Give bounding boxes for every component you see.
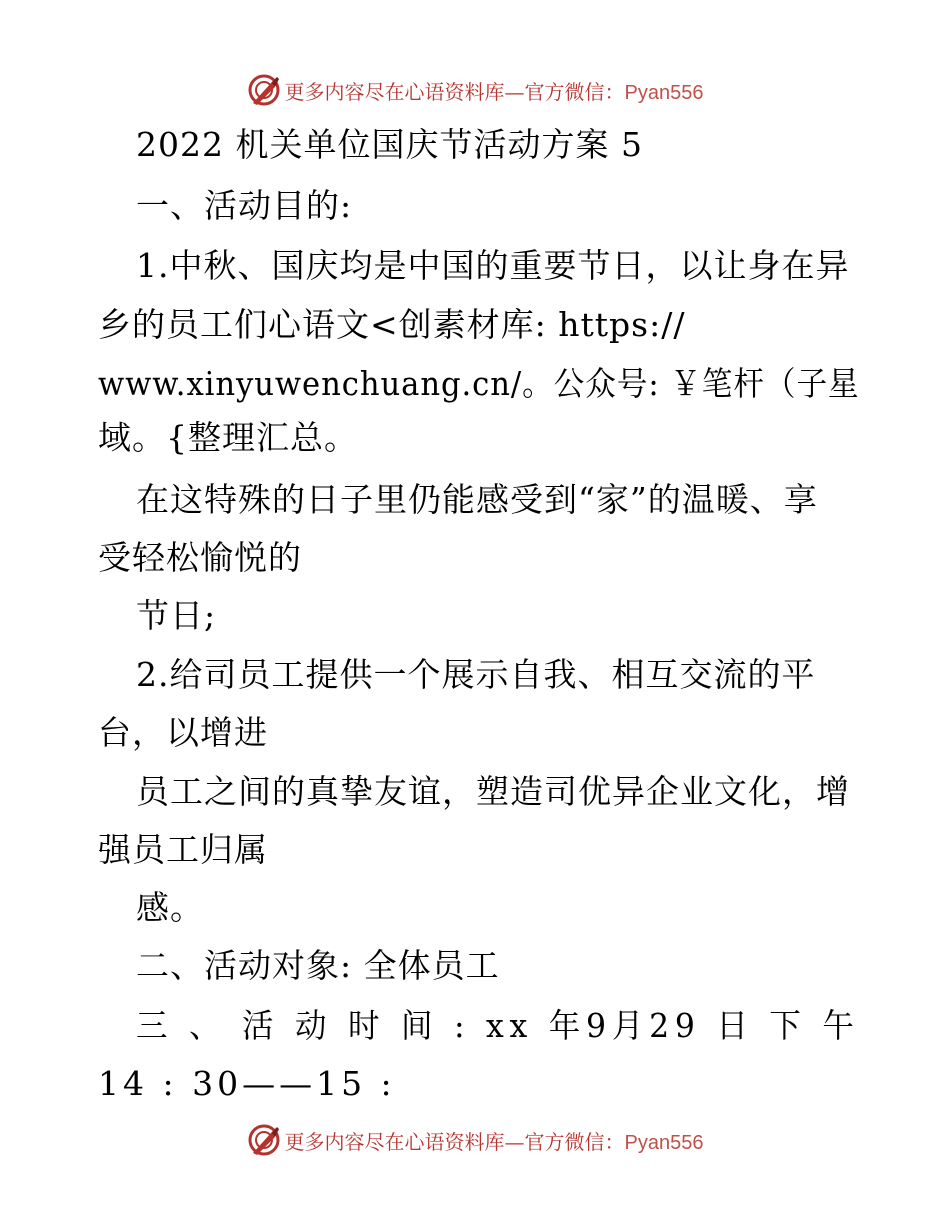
pen-circle-logo-icon [247,1123,281,1157]
watermark-label: 官方微信： [524,1129,625,1154]
paragraph-line: 台，以增进 [98,713,268,752]
watermark-wechat-id: Pyan556 [624,81,704,104]
paragraph-line: 2.给司员工提供一个展示自我、相互交流的平 [136,655,816,694]
paragraph-line: 在这特殊的日子里仍能感受到“家”的温暖、享 [136,480,818,519]
paragraph-line: 乡的员工们心语文<创素材库: https:// [98,305,686,344]
watermark-text [285,76,704,105]
document-title: 2022 机关单位国庆节活动方案 5 [136,125,643,164]
paragraph-line: www.xinyuwenchuang.cn/。公众号: ￥笔杆（子星 [98,364,860,403]
paragraph-line: 感。 [136,888,204,927]
paragraph-line: 1.中秋、国庆均是中国的重要节日，以让身在异 [136,246,850,285]
header-watermark [0,70,950,110]
section-heading-purpose: 一、活动目的: [136,186,353,225]
watermark-text [285,1126,704,1155]
watermark-main-text: 更多内容尽在心语资料库 [284,1129,505,1154]
watermark-wechat-id: Pyan556 [624,1131,704,1154]
paragraph-line: 域。{整理汇总。 [98,418,358,457]
watermark-dash: — [504,79,525,104]
watermark-label: 官方微信： [524,79,625,104]
paragraph-line: 受轻松愉悦的 [98,538,302,577]
paragraph-line: 14 : 30——15 : [98,1064,396,1103]
pen-circle-logo-icon [247,73,281,107]
footer-watermark [0,1120,950,1160]
section-heading-audience: 二、活动对象: 全体员工 [136,946,500,985]
section-heading-time: 三 、 活 动 时 间 : xx 年9月29 日 下 午 [136,1006,860,1045]
watermark-dash: — [504,1129,525,1154]
paragraph-line: 强员工归属 [98,830,268,869]
watermark-main-text: 更多内容尽在心语资料库 [284,79,505,104]
paragraph-line: 员工之间的真挚友谊，塑造司优异企业文化，增 [136,772,850,811]
paragraph-line: 节日; [136,596,217,635]
